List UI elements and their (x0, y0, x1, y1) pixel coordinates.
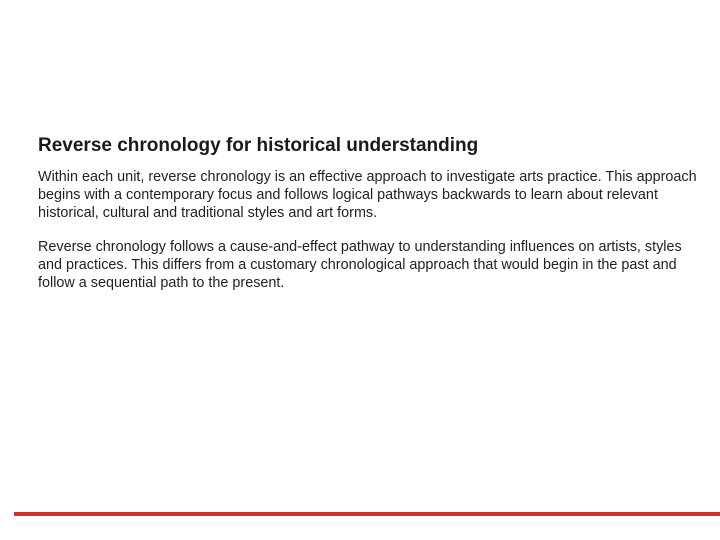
paragraph-2: Reverse chronology follows a cause-and-effect pathway to understanding influences on artists, styles and practices. This differs from a customary chronological approach that would begin in the past and follow a sequential path to the present. (38, 239, 682, 291)
footer-accent-bar (14, 512, 720, 516)
slide-title: Reverse chronology for historical understanding (38, 135, 479, 156)
paragraph-1: Within each unit, reverse chronology is an effective approach to investigate arts practice. This approach begins with a contemporary focus and follows logical pathways backwards to learn about relevant historical, cultural and traditional styles and art forms. (38, 169, 697, 221)
